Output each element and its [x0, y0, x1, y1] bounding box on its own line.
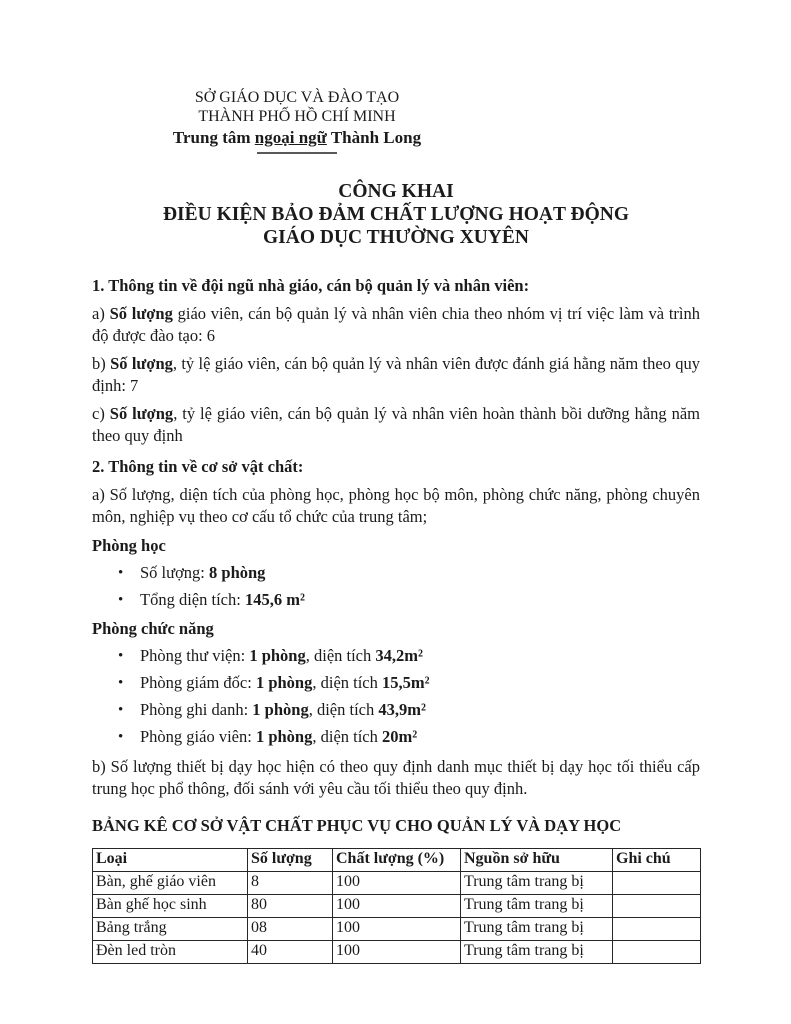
- bullet-label: Số lượng:: [140, 563, 210, 582]
- item-text: giáo viên, cán bộ quản lý và nhân viên chia theo nhóm vị trí việc làm và trình độ được đào tạo: 6: [92, 304, 700, 345]
- cell-quantity: 8: [248, 872, 333, 895]
- bullet-label: Tổng diện tích:: [140, 590, 245, 609]
- bullet-icon: •: [118, 702, 124, 718]
- column-header-notes: Ghi chú: [613, 849, 701, 872]
- item-text: , tỷ lệ giáo viên, cán bộ quản lý và nhân viên hoàn thành bồi dưỡng hằng năm theo quy định: [92, 404, 700, 445]
- bullet-label: , diện tích: [312, 727, 383, 746]
- title-line1: CÔNG KHAI: [338, 181, 454, 202]
- section1-item-c: [92, 403, 700, 447]
- bullet-text: [140, 672, 430, 694]
- cell-ownership: Trung tâm trang bị: [461, 872, 613, 895]
- classroom-heading: Phòng học: [92, 536, 166, 555]
- cell-quality: 100: [333, 895, 461, 918]
- bullet-text: [140, 562, 265, 584]
- bullet-label: , diện tích: [305, 646, 376, 665]
- cell-quantity: 08: [248, 918, 333, 941]
- cell-notes: [613, 941, 701, 964]
- bullet-text: [140, 699, 426, 721]
- section1-item-b: [92, 353, 700, 397]
- list-item-classroom-area: [92, 589, 700, 611]
- org-name-line1: SỞ GIÁO DỤC VÀ ĐÀO TẠO: [194, 89, 400, 106]
- section1-heading: 1. Thông tin về đội ngũ nhà giáo, cán bộ quản lý và nhân viên:: [92, 276, 530, 295]
- org-line3-underlined: ngoại ngữ: [254, 128, 327, 147]
- cell-ownership: Trung tâm trang bị: [461, 941, 613, 964]
- cell-ownership: Trung tâm trang bị: [461, 895, 613, 918]
- header-separator-line: [257, 152, 337, 154]
- bullet-value: 1 phòng: [255, 673, 313, 692]
- section2-item-a: a) Số lượng, diện tích của phòng học, phòng học bộ môn, phòng chức năng, phòng chuyên môn, nghiệp vụ theo cơ cấu tổ chức của trung tâm;: [92, 485, 700, 526]
- item-prefix: c): [92, 404, 110, 423]
- cell-type: Bàn, ghế giáo viên: [93, 872, 248, 895]
- item-bold-term: Số lượng: [109, 304, 173, 323]
- bullet-text: [140, 589, 305, 611]
- cell-quality: 100: [333, 941, 461, 964]
- bullet-icon: •: [118, 675, 124, 691]
- bullet-icon: •: [118, 648, 124, 664]
- table-row: [93, 895, 701, 918]
- document-body: [92, 275, 700, 964]
- cell-notes: [613, 918, 701, 941]
- section2-heading: 2. Thông tin về cơ sở vật chất:: [92, 457, 304, 476]
- item-bold-term: Số lượng: [110, 354, 173, 373]
- bullet-value: 15,5m²: [382, 673, 430, 692]
- bullet-label: , diện tích: [312, 673, 383, 692]
- table-row: [93, 918, 701, 941]
- cell-quality: 100: [333, 918, 461, 941]
- bullet-value: 43,9m²: [378, 700, 426, 719]
- cell-ownership: Trung tâm trang bị: [461, 918, 613, 941]
- column-header-type: Loại: [93, 849, 248, 872]
- column-header-ownership: Nguồn sở hữu: [461, 849, 613, 872]
- cell-type: Bàn ghế học sinh: [93, 895, 248, 918]
- bullet-icon: •: [118, 565, 124, 581]
- org-name-line2: THÀNH PHỐ HỒ CHÍ MINH: [198, 108, 396, 125]
- bullet-text: [140, 645, 423, 667]
- title-line2: ĐIỀU KIỆN BẢO ĐẢM CHẤT LƯỢNG HOẠT ĐỘNG: [162, 204, 630, 225]
- bullet-value: 145,6 m²: [244, 590, 305, 609]
- org-name-line3: [147, 127, 447, 148]
- bullet-value: 20m²: [382, 727, 418, 746]
- function-rooms-heading: Phòng chức năng: [92, 619, 214, 638]
- list-item-library-room: [92, 645, 700, 667]
- cell-type: Bảng trắng: [93, 918, 248, 941]
- list-item-registration-room: [92, 699, 700, 721]
- cell-type: Đèn led tròn: [93, 941, 248, 964]
- bullet-text: [140, 726, 417, 748]
- document-title: [92, 180, 700, 249]
- cell-quantity: 80: [248, 895, 333, 918]
- bullet-label: Phòng thư viện:: [140, 646, 250, 665]
- cell-quality: 100: [333, 872, 461, 895]
- item-prefix: a): [92, 304, 110, 323]
- bullet-value: 1 phòng: [252, 700, 309, 719]
- item-bold-term: Số lượng: [109, 404, 174, 423]
- section1-item-a: [92, 303, 700, 347]
- facilities-table: [92, 848, 701, 964]
- org-line3-prefix: Trung tâm: [172, 128, 255, 147]
- bullet-value: 1 phòng: [255, 727, 313, 746]
- column-header-quantity: Số lượng: [248, 849, 333, 872]
- item-text: , tỷ lệ giáo viên, cán bộ quản lý và nhân viên được đánh giá hằng năm theo quy định: 7: [92, 354, 701, 395]
- bullet-label: , diện tích: [308, 700, 379, 719]
- bullet-value: 1 phòng: [249, 646, 306, 665]
- section2-item-b: b) Số lượng thiết bị dạy học hiện có theo quy định danh mục thiết bị dạy học tối thiểu cấp trung học phổ thông, đối sánh với yêu cầu tối thiểu theo quy định.: [92, 757, 700, 798]
- bullet-icon: •: [118, 592, 124, 608]
- cell-notes: [613, 872, 701, 895]
- bullet-label: Phòng giám đốc:: [140, 673, 256, 692]
- table-header-row: [93, 849, 701, 872]
- table-row: [93, 941, 701, 964]
- facilities-table-title: BẢNG KÊ CƠ SỞ VẬT CHẤT PHỤC VỤ CHO QUẢN LÝ VÀ DẠY HỌC: [92, 816, 622, 835]
- cell-quantity: 40: [248, 941, 333, 964]
- bullet-icon: •: [118, 729, 124, 745]
- title-line3: GIÁO DỤC THƯỜNG XUYÊN: [263, 227, 529, 248]
- bullet-label: Phòng ghi danh:: [140, 700, 253, 719]
- list-item-teacher-room: [92, 726, 700, 748]
- table-row: [93, 872, 701, 895]
- cell-notes: [613, 895, 701, 918]
- item-prefix: b): [92, 354, 111, 373]
- org-line3-suffix: Thành Long: [326, 128, 422, 147]
- list-item-director-room: [92, 672, 700, 694]
- org-header: [147, 88, 447, 154]
- list-item-classroom-count: [92, 562, 700, 584]
- bullet-label: Phòng giáo viên:: [140, 727, 256, 746]
- bullet-value: 34,2m²: [375, 646, 423, 665]
- bullet-value: 8 phòng: [209, 563, 266, 582]
- column-header-quality: Chất lượng (%): [333, 849, 461, 872]
